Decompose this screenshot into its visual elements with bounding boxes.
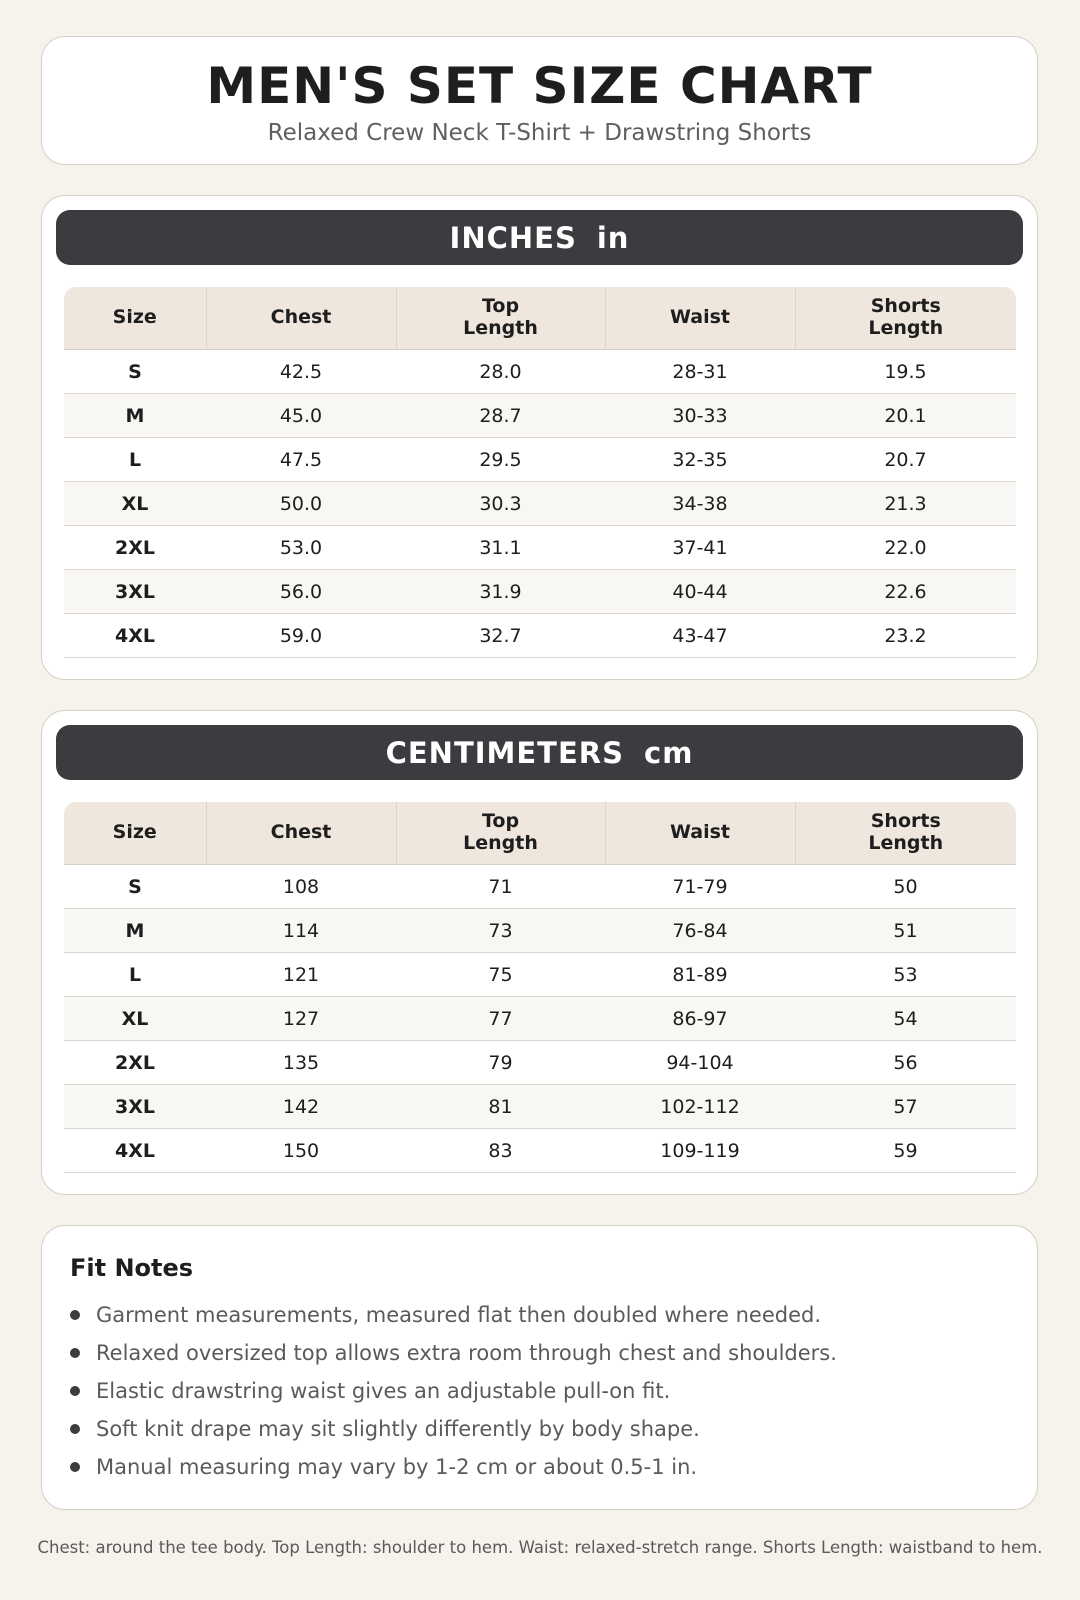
measurement-cell: 50.0	[206, 482, 396, 526]
column-header: Top Length	[396, 802, 605, 865]
page-subtitle: Relaxed Crew Neck T-Shirt + Drawstring Shorts	[267, 120, 812, 146]
size-cell: 2XL	[64, 1041, 206, 1085]
table-header-row	[64, 287, 1016, 350]
measurement-guide-footer: Chest: around the tee body. Top Length: shoulder to hem. Waist: relaxed-stretch range. Shorts Length: waistband to hem.	[37, 1538, 1043, 1557]
measurement-cell: 28.7	[396, 394, 605, 438]
size-cell: 4XL	[64, 1129, 206, 1173]
column-header: Chest	[206, 802, 396, 865]
measurement-cell: 75	[396, 953, 605, 997]
page-title: MEN'S SET SIZE CHART	[206, 57, 873, 115]
measurement-cell: 56.0	[206, 570, 396, 614]
measurement-cell: 121	[206, 953, 396, 997]
inches-table	[64, 287, 1016, 658]
table-row	[64, 1085, 1016, 1129]
inches-section	[41, 195, 1038, 680]
measurement-cell: 135	[206, 1041, 396, 1085]
bullet-icon	[70, 1386, 80, 1396]
fit-note-item	[70, 1296, 837, 1334]
measurement-cell: 22.6	[795, 570, 1016, 614]
bullet-icon	[70, 1310, 80, 1320]
measurement-cell: 86-97	[605, 997, 795, 1041]
measurement-cell: 114	[206, 909, 396, 953]
measurement-cell: 32.7	[396, 614, 605, 658]
fit-note-text: Manual measuring may vary by 1-2 cm or about 0.5-1 in.	[96, 1455, 698, 1479]
size-cell: XL	[64, 997, 206, 1041]
inches-section-unit: in	[596, 220, 630, 255]
centimeters-section-bar	[56, 725, 1023, 780]
size-cell: S	[64, 865, 206, 909]
fit-notes-title: Fit Notes	[70, 1254, 194, 1282]
measurement-cell: 73	[396, 909, 605, 953]
size-cell: L	[64, 953, 206, 997]
measurement-cell: 40-44	[605, 570, 795, 614]
column-header: Top Length	[396, 287, 605, 350]
measurement-cell: 109-119	[605, 1129, 795, 1173]
table-row	[64, 1041, 1016, 1085]
size-cell: 4XL	[64, 614, 206, 658]
table-row	[64, 482, 1016, 526]
inches-section-label: INCHES	[449, 220, 577, 255]
measurement-cell: 142	[206, 1085, 396, 1129]
fit-note-item	[70, 1410, 837, 1448]
size-cell: 2XL	[64, 526, 206, 570]
measurement-cell: 28.0	[396, 350, 605, 394]
measurement-cell: 31.9	[396, 570, 605, 614]
column-header: Chest	[206, 287, 396, 350]
centimeters-section	[41, 710, 1038, 1195]
centimeters-section-label: CENTIMETERS	[385, 735, 624, 770]
measurement-cell: 77	[396, 997, 605, 1041]
measurement-cell: 57	[795, 1085, 1016, 1129]
header-card	[41, 36, 1038, 165]
measurement-cell: 47.5	[206, 438, 396, 482]
measurement-cell: 42.5	[206, 350, 396, 394]
fit-note-text: Garment measurements, measured flat then doubled where needed.	[96, 1303, 822, 1327]
column-header: Waist	[605, 287, 795, 350]
measurement-cell: 54	[795, 997, 1016, 1041]
measurement-cell: 53.0	[206, 526, 396, 570]
measurement-cell: 127	[206, 997, 396, 1041]
measurement-cell: 31.1	[396, 526, 605, 570]
measurement-cell: 45.0	[206, 394, 396, 438]
bullet-icon	[70, 1462, 80, 1472]
measurement-cell: 22.0	[795, 526, 1016, 570]
measurement-cell: 76-84	[605, 909, 795, 953]
measurement-cell: 56	[795, 1041, 1016, 1085]
column-header: Size	[64, 287, 206, 350]
measurement-cell: 79	[396, 1041, 605, 1085]
table-row	[64, 526, 1016, 570]
size-cell: XL	[64, 482, 206, 526]
bullet-icon	[70, 1348, 80, 1358]
size-cell: M	[64, 394, 206, 438]
size-cell: 3XL	[64, 570, 206, 614]
table-row	[64, 909, 1016, 953]
table-row	[64, 570, 1016, 614]
measurement-cell: 50	[795, 865, 1016, 909]
bullet-icon	[70, 1424, 80, 1434]
measurement-cell: 43-47	[605, 614, 795, 658]
measurement-cell: 53	[795, 953, 1016, 997]
size-cell: L	[64, 438, 206, 482]
measurement-cell: 81-89	[605, 953, 795, 997]
fit-note-text: Relaxed oversized top allows extra room through chest and shoulders.	[96, 1341, 837, 1365]
measurement-cell: 28-31	[605, 350, 795, 394]
fit-note-item	[70, 1448, 837, 1486]
centimeters-section-unit: cm	[644, 735, 694, 770]
measurement-cell: 83	[396, 1129, 605, 1173]
fit-note-item	[70, 1372, 837, 1410]
table-row	[64, 438, 1016, 482]
measurement-cell: 29.5	[396, 438, 605, 482]
measurement-cell: 71-79	[605, 865, 795, 909]
measurement-cell: 37-41	[605, 526, 795, 570]
table-row	[64, 953, 1016, 997]
table-row	[64, 997, 1016, 1041]
fit-notes-list	[70, 1296, 837, 1486]
column-header: Shorts Length	[795, 802, 1016, 865]
centimeters-table	[64, 802, 1016, 1173]
measurement-cell: 51	[795, 909, 1016, 953]
measurement-cell: 94-104	[605, 1041, 795, 1085]
measurement-cell: 71	[396, 865, 605, 909]
size-cell: 3XL	[64, 1085, 206, 1129]
measurement-cell: 30.3	[396, 482, 605, 526]
table-row	[64, 394, 1016, 438]
measurement-cell: 81	[396, 1085, 605, 1129]
measurement-cell: 59.0	[206, 614, 396, 658]
fit-notes-card	[41, 1225, 1038, 1510]
measurement-cell: 102-112	[605, 1085, 795, 1129]
measurement-cell: 23.2	[795, 614, 1016, 658]
inches-section-bar	[56, 210, 1023, 265]
fit-note-text: Elastic drawstring waist gives an adjustable pull-on fit.	[96, 1379, 671, 1403]
fit-note-text: Soft knit drape may sit slightly differently by body shape.	[96, 1417, 700, 1441]
fit-note-item	[70, 1334, 837, 1372]
measurement-cell: 21.3	[795, 482, 1016, 526]
measurement-cell: 20.1	[795, 394, 1016, 438]
table-row	[64, 865, 1016, 909]
measurement-cell: 20.7	[795, 438, 1016, 482]
measurement-cell: 19.5	[795, 350, 1016, 394]
measurement-cell: 30-33	[605, 394, 795, 438]
measurement-cell: 150	[206, 1129, 396, 1173]
column-header: Shorts Length	[795, 287, 1016, 350]
table-row	[64, 614, 1016, 658]
table-header-row	[64, 802, 1016, 865]
measurement-cell: 59	[795, 1129, 1016, 1173]
table-row	[64, 350, 1016, 394]
measurement-cell: 32-35	[605, 438, 795, 482]
column-header: Size	[64, 802, 206, 865]
measurement-cell: 34-38	[605, 482, 795, 526]
size-cell: M	[64, 909, 206, 953]
table-row	[64, 1129, 1016, 1173]
measurement-cell: 108	[206, 865, 396, 909]
size-cell: S	[64, 350, 206, 394]
column-header: Waist	[605, 802, 795, 865]
